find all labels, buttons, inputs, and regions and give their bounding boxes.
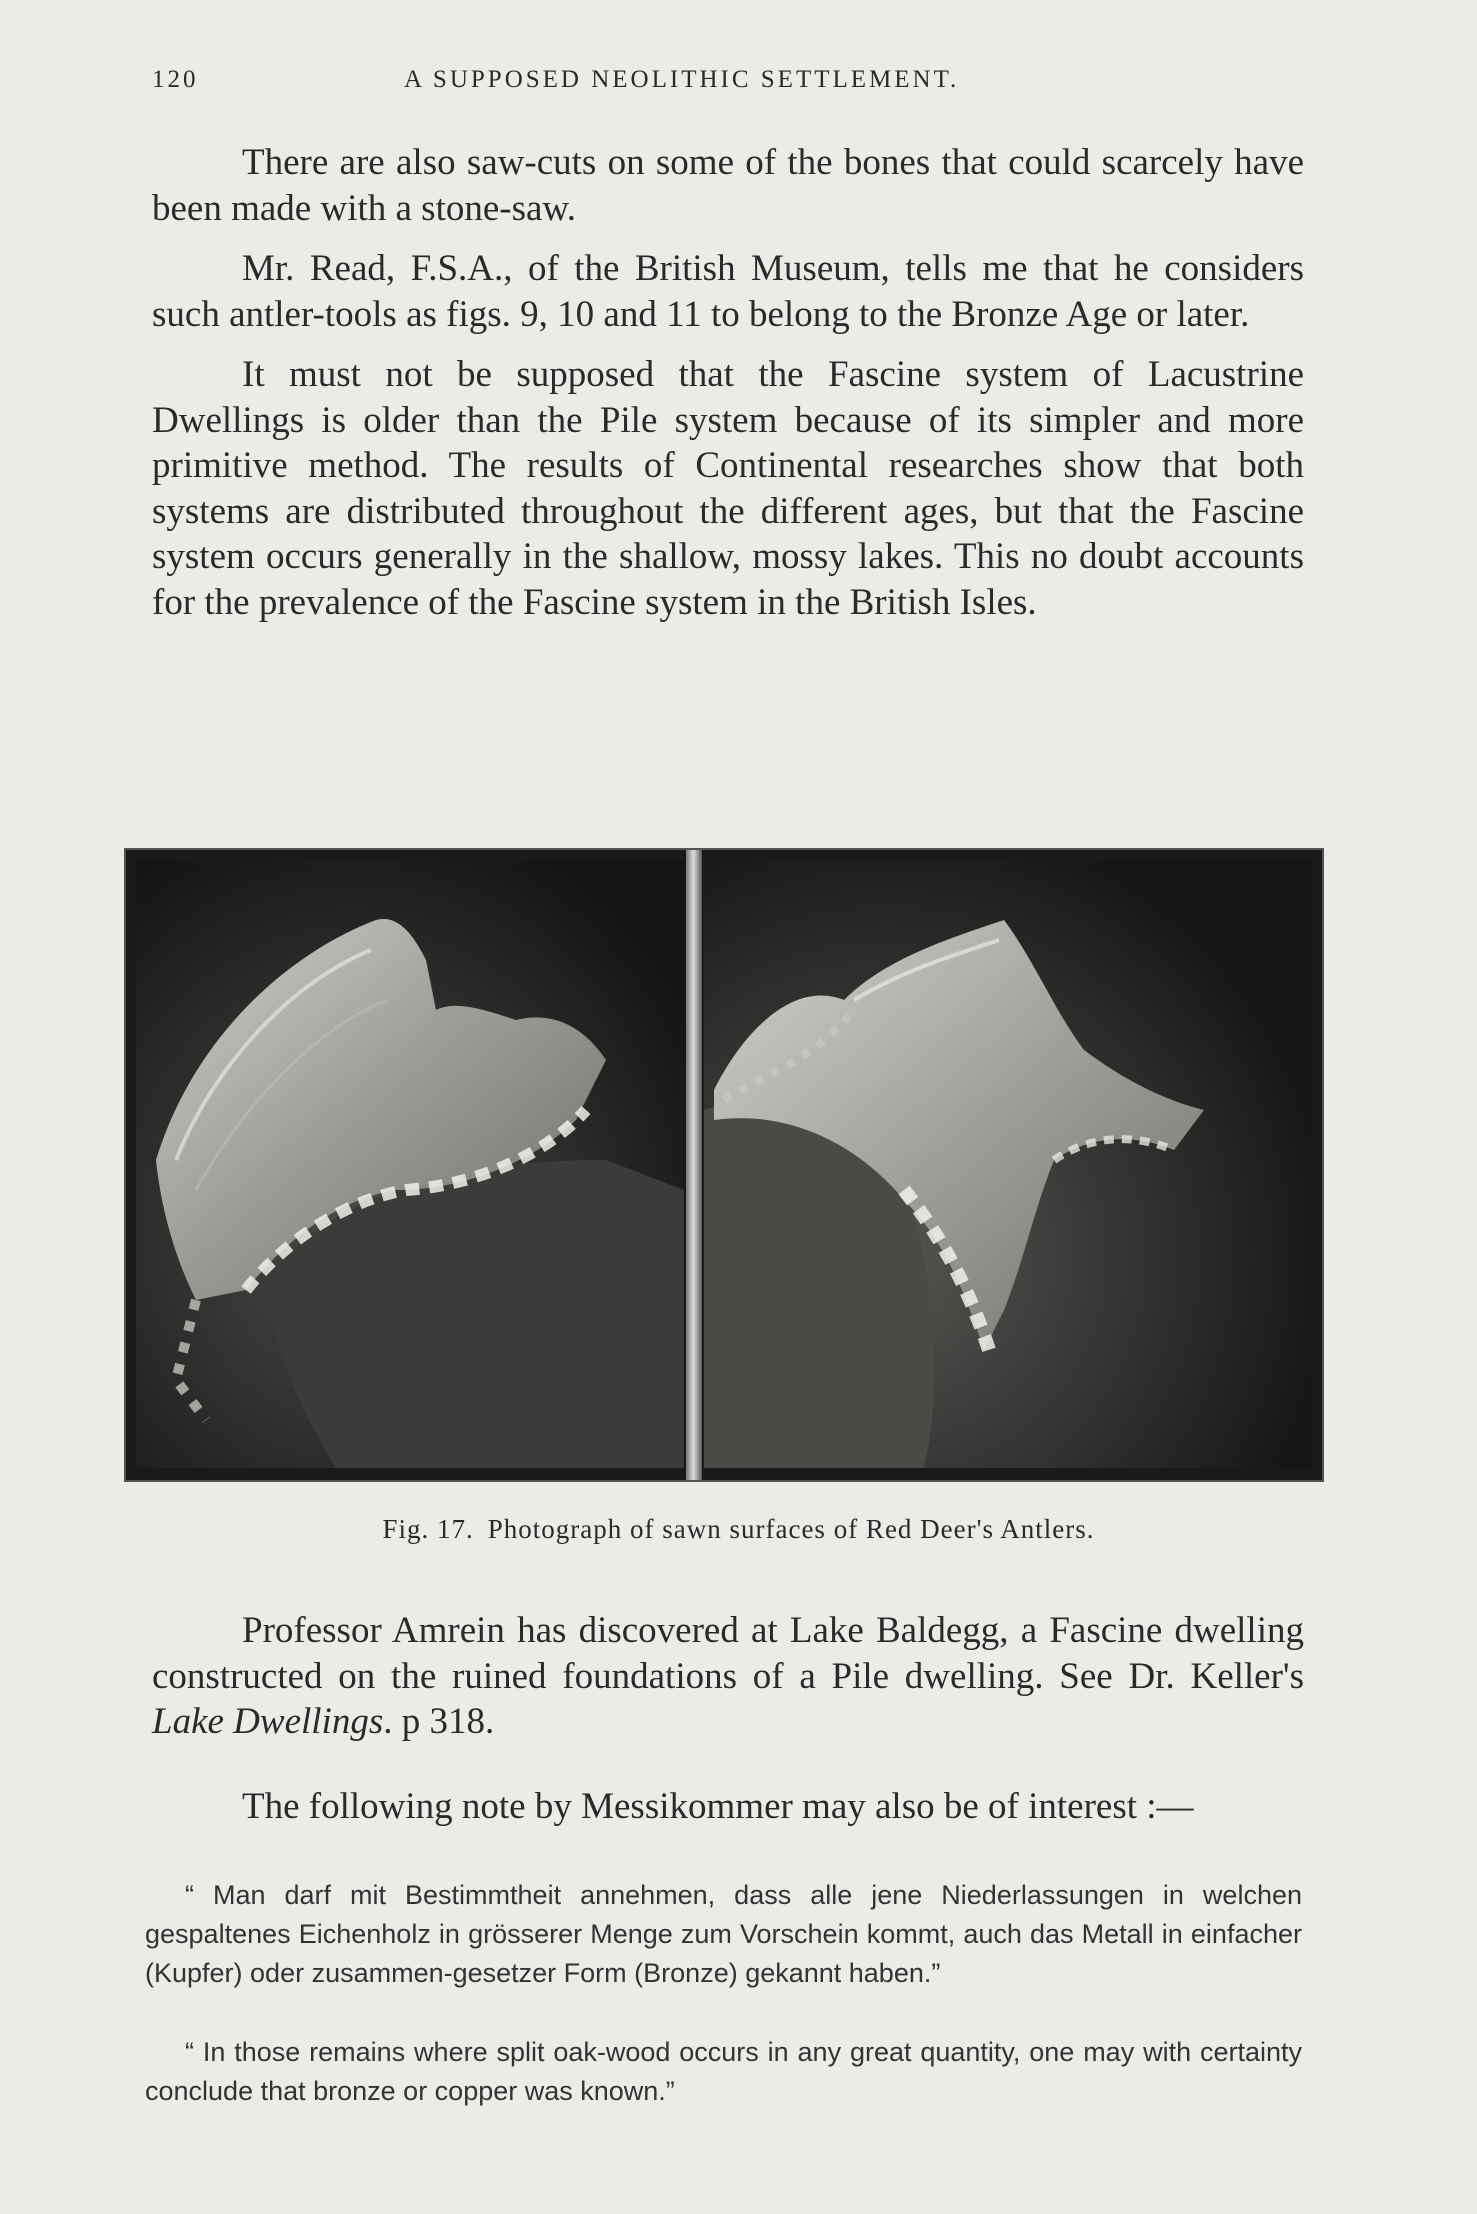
antler-photo-right [704, 860, 1312, 1468]
quote-english-text: “ In those remains where split oak-wood occurs in any great quantity, one may with certainty conclude that bronze or copper was known.” [145, 2037, 1302, 2106]
running-title: A SUPPOSED NEOLITHIC SETTLEMENT. [404, 66, 960, 93]
book-title-lake-dwellings: Lake Dwellings [152, 1701, 384, 1742]
paragraph-saw-cuts: There are also saw-cuts on some of the bones that could scarcely have been made with a stone-saw. [152, 142, 1304, 229]
body-text-top [152, 140, 1304, 640]
quote-german-text: “ Man darf mit Bestimmtheit annehmen, dass alle jene Niederlassungen in welchen gespaltenes Eichenholz in grösserer Menge zum Vorschein kommt, auch das Metall in einfacher (Kupfer) oder zusammen-gesetzer Form (Bronze) gekannt haben.” [145, 1880, 1302, 1988]
antler-photo-left [136, 860, 684, 1468]
paragraph-mr-read: Mr. Read, F.S.A., of the British Museum, tells me that he considers such antler-tools as figs. 9, 10 and 11 to belong to the Bronze Age or later. [152, 248, 1304, 335]
figure-caption-text: Photograph of sawn surfaces of Red Deer's Antlers. [487, 1514, 1095, 1544]
quote-german [145, 1876, 1302, 1993]
figure-caption [0, 1514, 1477, 1545]
paragraph-messikommer: The following note by Messikommer may also be of interest :— [242, 1786, 1194, 1827]
figure-photograph [124, 848, 1324, 1482]
page-number: 120 [152, 66, 199, 93]
figure-divider [686, 850, 702, 1480]
quote-english [145, 2033, 1302, 2111]
body-text-messikommer [152, 1784, 1304, 1830]
running-head [152, 66, 1302, 106]
amrein-text: Professor Amrein has discovered at Lake Baldegg, a Fascine dwelling constructed on the ruined foundations of a Pile dwelling. See Dr. Keller's [152, 1610, 1304, 1697]
paragraph-fascine-system: It must not be supposed that the Fascine system of Lacustrine Dwellings is older than the Pile system because of its simpler and more primitive method. The results of Continental researches show that both systems are distributed throughout the different ages, but that the Fascine system occurs generally in the shallow, mossy lakes. This no doubt accounts for the prevalence of the Fascine system in the British Isles. [152, 354, 1304, 623]
body-text-amrein [152, 1608, 1304, 1745]
amrein-page-ref: . p 318. [383, 1701, 495, 1742]
figure-label: Fig. 17. [382, 1514, 474, 1544]
paragraph-amrein [152, 1608, 1304, 1745]
